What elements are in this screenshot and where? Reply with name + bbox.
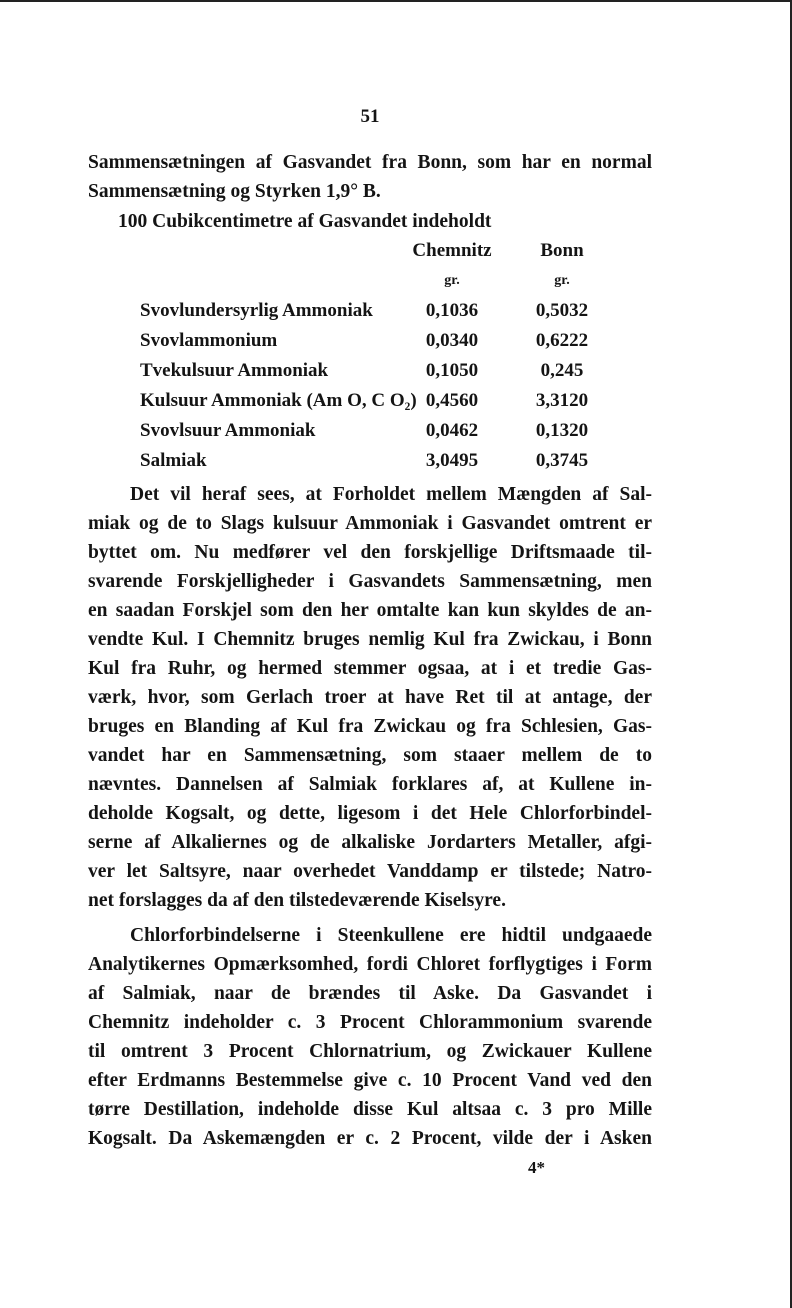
intro-line: Sammensætningen af Gasvandet fra Bonn, som har en normal — [88, 152, 652, 173]
table-intro: 100 Cubikcentimetre af Gasvandet indeholdt — [118, 211, 492, 232]
text-line: til omtrent 3 Procent Chlornatrium, og Zwickauer Kullene — [88, 1041, 652, 1062]
value-chemnitz: 0,1036 — [425, 300, 479, 321]
value-chemnitz: 0,0340 — [425, 330, 479, 351]
text-line: byttet om. Nu medfører vel den forskjellige Driftsmaade til- — [88, 542, 652, 563]
value-bonn: 0,3745 — [535, 450, 589, 471]
text-line: værk, hvor, som Gerlach troer at have Ret til at antage, der — [88, 687, 652, 708]
row-label: Salmiak — [140, 450, 207, 471]
column-header-bonn: Bonn — [540, 240, 584, 261]
signature-mark: 4* — [528, 1158, 545, 1177]
text-line: Kogsalt. Da Askemængden er c. 2 Procent, vilde der i Asken — [88, 1128, 652, 1149]
text-line: af Salmiak, naar de brændes til Aske. Da Gasvandet i — [88, 983, 652, 1004]
text-line: tørre Destillation, indeholde disse Kul altsaa c. 3 pro Mille — [88, 1099, 652, 1120]
row-label: Svovlammonium — [140, 330, 278, 351]
text-line: miak og de to Slags kulsuur Ammoniak i Gasvandet omtrent er — [88, 513, 652, 534]
text-line: serne af Alkaliernes og de alkaliske Jordarters Metaller, afgi- — [88, 832, 652, 853]
text-line: efter Erdmanns Bestemmelse give c. 10 Procent Vand ved den — [88, 1070, 652, 1091]
text-line: Analytikernes Opmærksomhed, fordi Chloret forflygtiges i Form — [88, 954, 652, 975]
row-label: Svovlsuur Ammoniak — [140, 420, 316, 441]
row-label: Tvekulsuur Ammoniak — [140, 360, 329, 381]
unit-bonn: gr. — [554, 273, 570, 288]
text-line: Chlorforbindelserne i Steenkullene ere hidtil undgaaede — [130, 925, 652, 946]
value-chemnitz: 3,0495 — [425, 450, 479, 471]
column-header-chemnitz: Chemnitz — [412, 240, 492, 261]
top-border-rule — [0, 0, 792, 2]
value-bonn: 0,5032 — [535, 300, 589, 321]
text-line: Chemnitz indeholder c. 3 Procent Chlorammonium svarende — [88, 1012, 652, 1033]
value-chemnitz: 0,0462 — [425, 420, 479, 441]
value-chemnitz: 0,1050 — [425, 360, 479, 381]
text-line: nævntes. Dannelsen af Salmiak forklares af, at Kullene in- — [88, 774, 652, 795]
row-label: Kulsuur Ammoniak (Am O, C O₂) — [140, 390, 417, 411]
text-line: deholde Kogsalt, og dette, ligesom i det Hele Chlorforbindel- — [88, 803, 652, 824]
text-line: bruges en Blanding af Kul fra Zwickau og fra Schlesien, Gas- — [88, 716, 652, 737]
value-bonn: 0,245 — [540, 360, 584, 381]
unit-chemnitz: gr. — [444, 273, 460, 288]
value-chemnitz: 0,4560 — [425, 390, 479, 411]
intro-line: Sammensætning og Styrken 1,9° B. — [88, 181, 381, 202]
text-line: net forslagges da af den tilstedeværende Kiselsyre. — [88, 890, 506, 911]
text-line: Kul fra Ruhr, og hermed stemmer ogsaa, at i et tredie Gas- — [88, 658, 652, 679]
value-bonn: 3,3120 — [535, 390, 589, 411]
text-line: vandet har en Sammensætning, som staaer mellem de to — [88, 745, 652, 766]
row-label: Svovlundersyrlig Ammoniak — [140, 300, 373, 321]
page-number: 51 — [360, 106, 380, 127]
value-bonn: 0,1320 — [535, 420, 589, 441]
value-bonn: 0,6222 — [535, 330, 589, 351]
text-line: Det vil heraf sees, at Forholdet mellem Mængden af Sal- — [130, 484, 652, 505]
text-line: en saadan Forskjel som den her omtalte kan kun skyldes de an- — [88, 600, 652, 621]
text-line: vendte Kul. I Chemnitz bruges nemlig Kul fra Zwickau, i Bonn — [88, 629, 652, 650]
text-line: svarende Forskjelligheder i Gasvandets Sammensætning, men — [88, 571, 652, 592]
text-line: ver let Saltsyre, naar overhedet Vanddamp er tilstede; Natro- — [88, 861, 652, 882]
